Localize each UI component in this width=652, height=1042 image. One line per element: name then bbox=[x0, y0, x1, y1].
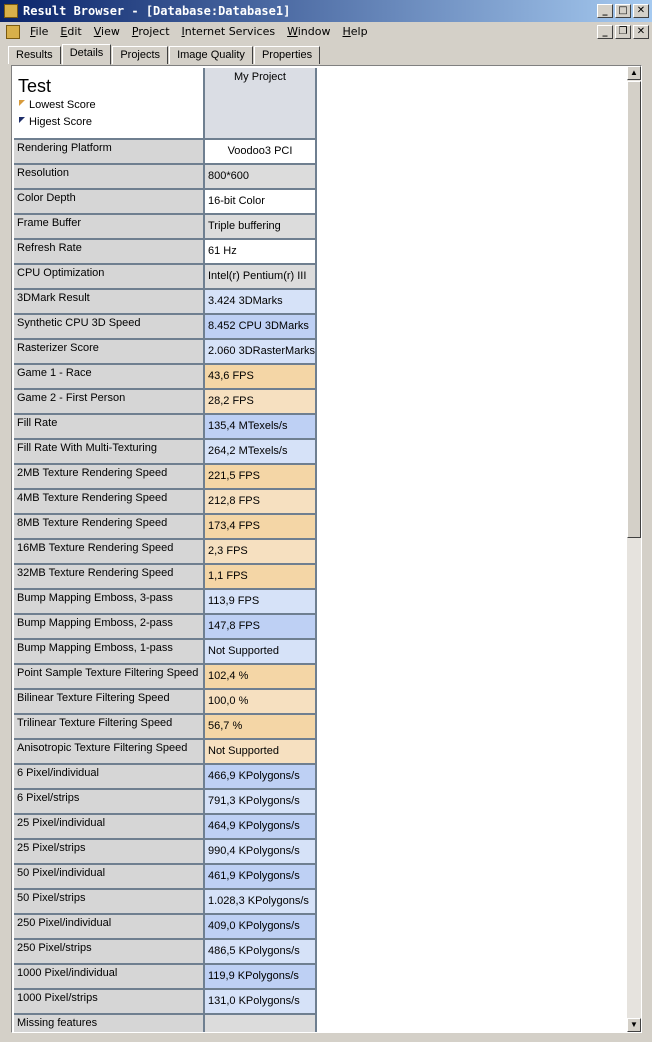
menu-project[interactable]: Project bbox=[131, 25, 170, 38]
row-label: Game 2 - First Person bbox=[14, 390, 205, 415]
row-value: 102,4 % bbox=[205, 665, 317, 690]
table-row[interactable] bbox=[14, 440, 317, 465]
legend-highest bbox=[18, 114, 199, 130]
row-label: Bump Mapping Emboss, 2-pass bbox=[14, 615, 205, 640]
window-title: Result Browser - [Database:Database1] bbox=[23, 4, 291, 18]
row-value: 3.424 3DMarks bbox=[205, 290, 317, 315]
row-value: 2.060 3DRasterMarks bbox=[205, 340, 317, 365]
row-value: 119,9 KPolygons/s bbox=[205, 965, 317, 990]
child-close-button[interactable]: ✕ bbox=[633, 25, 649, 39]
table-row[interactable] bbox=[14, 965, 317, 990]
table-row[interactable] bbox=[14, 690, 317, 715]
row-label: Color Depth bbox=[14, 190, 205, 215]
row-value: 264,2 MTexels/s bbox=[205, 440, 317, 465]
row-value: Intel(r) Pentium(r) III bbox=[205, 265, 317, 290]
row-label: CPU Optimization bbox=[14, 265, 205, 290]
tab-results[interactable]: Results bbox=[8, 46, 61, 64]
row-value bbox=[205, 1015, 317, 1033]
tab-projects[interactable]: Projects bbox=[112, 46, 168, 64]
table-row[interactable] bbox=[14, 465, 317, 490]
row-value: 1.028,3 KPolygons/s bbox=[205, 890, 317, 915]
row-label: Fill Rate With Multi-Texturing bbox=[14, 440, 205, 465]
table-row[interactable] bbox=[14, 640, 317, 665]
row-label: Trilinear Texture Filtering Speed bbox=[14, 715, 205, 740]
menu-edit[interactable]: Edit bbox=[60, 25, 82, 38]
row-value: Voodoo3 PCI bbox=[205, 140, 317, 165]
row-label: Rasterizer Score bbox=[14, 340, 205, 365]
table-row[interactable] bbox=[14, 590, 317, 615]
table-row[interactable] bbox=[14, 165, 317, 190]
table-row[interactable] bbox=[14, 515, 317, 540]
table-row[interactable] bbox=[14, 215, 317, 240]
vertical-scrollbar[interactable] bbox=[627, 66, 641, 1032]
row-label: Bilinear Texture Filtering Speed bbox=[14, 690, 205, 715]
row-label: 50 Pixel/individual bbox=[14, 865, 205, 890]
table-row[interactable] bbox=[14, 940, 317, 965]
table-row[interactable] bbox=[14, 390, 317, 415]
scroll-up-button[interactable]: ▲ bbox=[627, 66, 641, 80]
row-label: Bump Mapping Emboss, 3-pass bbox=[14, 590, 205, 615]
grid-rows bbox=[14, 140, 317, 1033]
table-row[interactable] bbox=[14, 615, 317, 640]
app-icon bbox=[4, 4, 18, 18]
table-row[interactable] bbox=[14, 415, 317, 440]
row-value: 2,3 FPS bbox=[205, 540, 317, 565]
row-value: 221,5 FPS bbox=[205, 465, 317, 490]
row-label: Point Sample Texture Filtering Speed bbox=[14, 665, 205, 690]
row-label: 16MB Texture Rendering Speed bbox=[14, 540, 205, 565]
row-value: Triple buffering bbox=[205, 215, 317, 240]
table-row[interactable] bbox=[14, 765, 317, 790]
table-row[interactable] bbox=[14, 840, 317, 865]
row-value: 212,8 FPS bbox=[205, 490, 317, 515]
table-row[interactable] bbox=[14, 190, 317, 215]
row-value: 173,4 FPS bbox=[205, 515, 317, 540]
row-label: Resolution bbox=[14, 165, 205, 190]
tab-properties[interactable]: Properties bbox=[254, 46, 320, 64]
table-row[interactable] bbox=[14, 290, 317, 315]
row-label: 250 Pixel/individual bbox=[14, 915, 205, 940]
row-label: Fill Rate bbox=[14, 415, 205, 440]
row-label: 25 Pixel/strips bbox=[14, 840, 205, 865]
scroll-thumb[interactable] bbox=[627, 81, 641, 538]
table-row[interactable] bbox=[14, 490, 317, 515]
row-value: 1,1 FPS bbox=[205, 565, 317, 590]
title-bar[interactable] bbox=[0, 0, 652, 22]
table-row[interactable] bbox=[14, 1015, 317, 1033]
row-label: 1000 Pixel/individual bbox=[14, 965, 205, 990]
table-row[interactable] bbox=[14, 990, 317, 1015]
row-label: 6 Pixel/individual bbox=[14, 765, 205, 790]
tab-image-quality[interactable]: Image Quality bbox=[169, 46, 253, 64]
menu-view[interactable]: View bbox=[93, 25, 120, 38]
table-row[interactable] bbox=[14, 315, 317, 340]
table-row[interactable] bbox=[14, 565, 317, 590]
table-row[interactable] bbox=[14, 240, 317, 265]
row-label: Game 1 - Race bbox=[14, 365, 205, 390]
project-column-header[interactable]: My Project bbox=[205, 68, 317, 140]
table-row[interactable] bbox=[14, 740, 317, 765]
row-value: 791,3 KPolygons/s bbox=[205, 790, 317, 815]
child-minimize-button[interactable]: _ bbox=[597, 25, 613, 39]
minimize-button[interactable]: _ bbox=[597, 4, 613, 18]
row-label: 8MB Texture Rendering Speed bbox=[14, 515, 205, 540]
row-label: 250 Pixel/strips bbox=[14, 940, 205, 965]
row-label: Frame Buffer bbox=[14, 215, 205, 240]
row-label: 4MB Texture Rendering Speed bbox=[14, 490, 205, 515]
row-value: 131,0 KPolygons/s bbox=[205, 990, 317, 1015]
grid-header bbox=[14, 68, 317, 140]
row-value: 56,7 % bbox=[205, 715, 317, 740]
menu-help[interactable]: Help bbox=[342, 25, 368, 38]
scroll-down-button[interactable]: ▼ bbox=[627, 1018, 641, 1032]
row-value: Not Supported bbox=[205, 640, 317, 665]
row-label: Anisotropic Texture Filtering Speed bbox=[14, 740, 205, 765]
tab-details[interactable]: Details bbox=[62, 44, 112, 65]
document-icon[interactable] bbox=[6, 25, 20, 39]
row-value: 16-bit Color bbox=[205, 190, 317, 215]
child-restore-button[interactable]: ❐ bbox=[615, 25, 631, 39]
row-label: 50 Pixel/strips bbox=[14, 890, 205, 915]
table-row[interactable] bbox=[14, 540, 317, 565]
table-row[interactable] bbox=[14, 915, 317, 940]
table-row[interactable] bbox=[14, 865, 317, 890]
row-label: Rendering Platform bbox=[14, 140, 205, 165]
row-value: 147,8 FPS bbox=[205, 615, 317, 640]
row-value: 800*600 bbox=[205, 165, 317, 190]
row-value: 100,0 % bbox=[205, 690, 317, 715]
row-value: 990,4 KPolygons/s bbox=[205, 840, 317, 865]
row-value: 43,6 FPS bbox=[205, 365, 317, 390]
lowest-score-marker-icon bbox=[18, 100, 28, 110]
row-label: 2MB Texture Rendering Speed bbox=[14, 465, 205, 490]
close-button[interactable]: ✕ bbox=[633, 4, 649, 18]
table-row[interactable] bbox=[14, 340, 317, 365]
row-label: 32MB Texture Rendering Speed bbox=[14, 565, 205, 590]
table-row[interactable] bbox=[14, 265, 317, 290]
results-grid bbox=[14, 68, 317, 1033]
test-header-cell bbox=[14, 68, 205, 140]
row-label: 25 Pixel/individual bbox=[14, 815, 205, 840]
row-value: 464,9 KPolygons/s bbox=[205, 815, 317, 840]
row-value: 61 Hz bbox=[205, 240, 317, 265]
row-label: Refresh Rate bbox=[14, 240, 205, 265]
row-label: Bump Mapping Emboss, 1-pass bbox=[14, 640, 205, 665]
table-row[interactable] bbox=[14, 140, 317, 165]
row-value: 113,9 FPS bbox=[205, 590, 317, 615]
legend-lowest-label: Lowest Score bbox=[29, 99, 96, 111]
legend-highest-label: Higest Score bbox=[29, 116, 92, 128]
table-row[interactable] bbox=[14, 815, 317, 840]
table-row[interactable] bbox=[14, 715, 317, 740]
table-row[interactable] bbox=[14, 365, 317, 390]
menu-bar bbox=[0, 22, 652, 41]
table-row[interactable] bbox=[14, 890, 317, 915]
menu-internet-services[interactable]: Internet Services bbox=[181, 25, 276, 38]
row-value: 135,4 MTexels/s bbox=[205, 415, 317, 440]
test-title: Test bbox=[18, 76, 52, 96]
legend-lowest bbox=[18, 97, 199, 113]
row-label: Missing features bbox=[14, 1015, 205, 1033]
menu-file[interactable]: File bbox=[30, 25, 49, 38]
menu-window[interactable]: Window bbox=[287, 25, 331, 38]
row-value: Not Supported bbox=[205, 740, 317, 765]
table-row[interactable] bbox=[14, 665, 317, 690]
row-value: 486,5 KPolygons/s bbox=[205, 940, 317, 965]
row-value: 28,2 FPS bbox=[205, 390, 317, 415]
row-value: 466,9 KPolygons/s bbox=[205, 765, 317, 790]
maximize-button[interactable]: □ bbox=[615, 4, 631, 18]
row-label: Synthetic CPU 3D Speed bbox=[14, 315, 205, 340]
row-value: 461,9 KPolygons/s bbox=[205, 865, 317, 890]
highest-score-marker-icon bbox=[18, 117, 28, 127]
row-label: 3DMark Result bbox=[14, 290, 205, 315]
details-panel bbox=[11, 65, 642, 1033]
table-row[interactable] bbox=[14, 790, 317, 815]
tab-strip bbox=[8, 44, 321, 64]
row-value: 8.452 CPU 3DMarks bbox=[205, 315, 317, 340]
row-label: 6 Pixel/strips bbox=[14, 790, 205, 815]
row-label: 1000 Pixel/strips bbox=[14, 990, 205, 1015]
row-value: 409,0 KPolygons/s bbox=[205, 915, 317, 940]
